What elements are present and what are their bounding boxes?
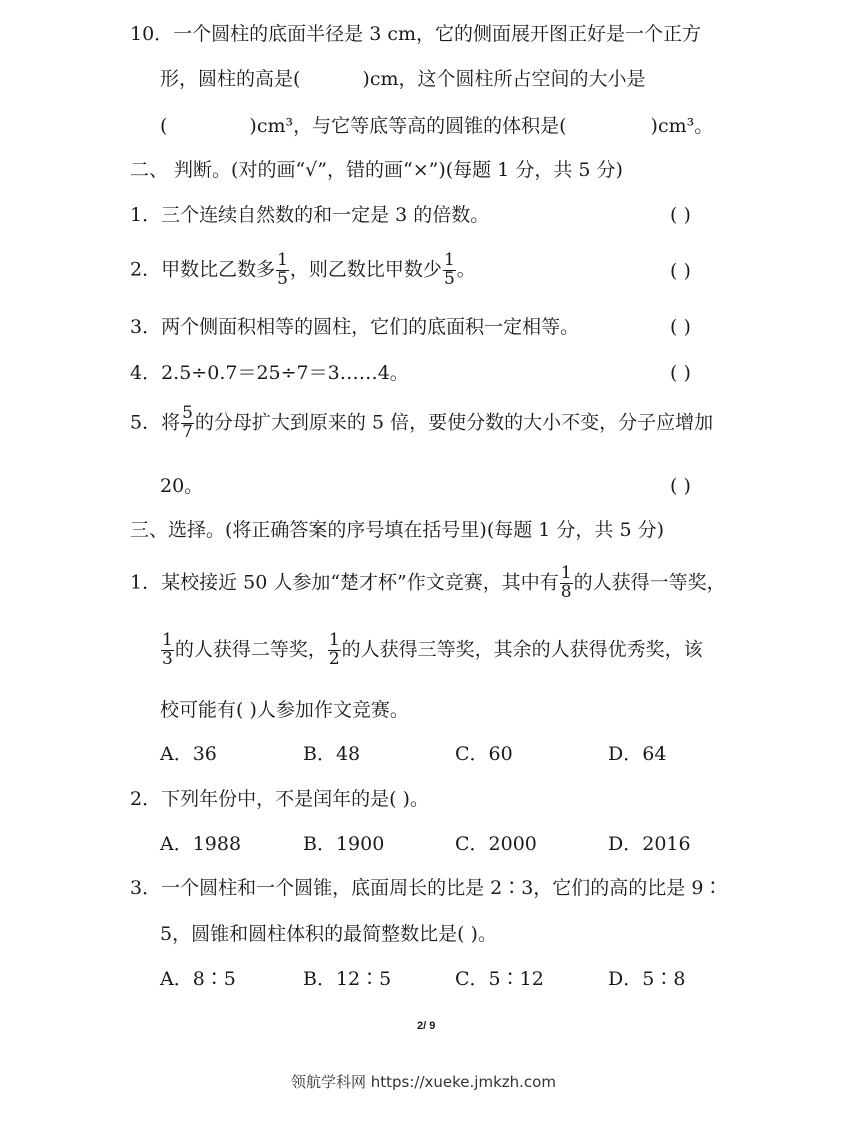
- s2-item-1: 1．三个连续自然数的和一定是 3 的倍数。: [130, 204, 490, 226]
- s3-q3-option-b[interactable]: B．12∶5: [303, 968, 392, 990]
- fraction-denominator: 7: [182, 421, 193, 442]
- q10-line3-a: (: [160, 115, 168, 137]
- s2-item-4-answer-paren[interactable]: ( ): [670, 362, 691, 384]
- s3-q3-option-c[interactable]: C．5∶12: [455, 968, 544, 990]
- fraction-1-3: [161, 632, 174, 669]
- s2-item-3: 3．两个侧面积相等的圆柱，它们的底面积一定相等。: [130, 316, 580, 338]
- s2-item-3-answer-paren[interactable]: ( ): [670, 316, 691, 338]
- fraction-1-5-a: [276, 252, 289, 289]
- s3-q1-line1: [130, 565, 726, 602]
- q10-line3: [160, 117, 713, 136]
- q10-line3-b: )cm³，与它等底等高的圆锥的体积是(: [249, 115, 567, 137]
- s3-q1-option-d[interactable]: D．64: [608, 743, 667, 765]
- s3-q1-pre: 1．某校接近 50 人参加“楚才杯”作文竞赛，其中有: [130, 571, 559, 594]
- s3-q2-text: 2．下列年份中，不是闰年的是( )。: [130, 788, 429, 810]
- s3-q2-option-c[interactable]: C．2000: [455, 833, 537, 855]
- q10-line2: [160, 70, 646, 89]
- fraction-numerator: 1: [443, 250, 455, 270]
- s2-item-5-line2: 20。: [160, 475, 204, 497]
- s3-q1-option-a[interactable]: A．36: [160, 743, 217, 765]
- s3-q3-line2: 5，圆锥和圆柱体积的最简整数比是( )。: [160, 923, 497, 945]
- s2-item-4: 4．2.5÷0.7＝25÷7＝3……4。: [130, 362, 409, 384]
- s3-q2-option-d[interactable]: D．2016: [608, 833, 691, 855]
- s2-item-5: [130, 405, 713, 442]
- s2-item-5-pre: 5．将: [130, 411, 181, 434]
- s2-item-2-mid: ，则乙数比甲数少: [289, 258, 442, 281]
- fraction-denominator: 8: [560, 581, 572, 602]
- s2-item-2-answer-paren[interactable]: ( ): [670, 260, 691, 282]
- fraction-1-2: [328, 632, 341, 669]
- q10-line2-b: )cm，这个圆柱所占空间的大小是: [362, 68, 646, 90]
- s3-q1-post: 的人获得一等奖，: [573, 571, 726, 594]
- s3-q3-option-d[interactable]: D．5∶8: [608, 968, 686, 990]
- page-number: 2/ 9: [417, 1020, 436, 1032]
- fraction-denominator: 5: [277, 268, 288, 289]
- s3-q1-option-b[interactable]: B．48: [303, 743, 361, 765]
- fraction-numerator: 1: [162, 630, 173, 650]
- footer-site-link[interactable]: 领航学科网 https://xueke.jmkzh.com: [291, 1073, 556, 1091]
- s3-q1-line2: [160, 632, 703, 669]
- s3-q1-post2: 的人获得三等奖，其余的人获得优秀奖，该: [341, 638, 703, 661]
- s2-item-2: [130, 252, 476, 289]
- s3-q3-line1: 3．一个圆柱和一个圆锥，底面周长的比是 2∶3，它们的高的比是 9∶: [130, 877, 723, 899]
- s3-q1-option-c[interactable]: C．60: [455, 743, 513, 765]
- s2-item-5-post: 的分母扩大到原来的 5 倍，要使分数的大小不变，分子应增加: [194, 411, 714, 434]
- fraction-numerator: 5: [182, 403, 193, 423]
- s2-item-2-post: 。: [456, 258, 476, 281]
- s3-q1-mid2: 的人获得二等奖，: [174, 638, 327, 661]
- s2-item-2-pre: 2．甲数比乙数多: [130, 258, 276, 281]
- s3-q3-option-a[interactable]: A．8∶5: [160, 968, 236, 990]
- fraction-denominator: 3: [162, 648, 173, 669]
- fraction-5-7: [181, 405, 194, 442]
- s2-item-5-answer-paren[interactable]: ( ): [670, 475, 691, 497]
- q10-line3-c: )cm³。: [650, 115, 714, 137]
- s2-item-1-answer-paren[interactable]: ( ): [670, 204, 691, 226]
- fraction-numerator: 1: [560, 563, 572, 583]
- s3-q2-option-a[interactable]: A．1988: [160, 833, 242, 855]
- q10-line2-a: 形，圆柱的高是(: [160, 68, 301, 90]
- fraction-denominator: 2: [328, 648, 340, 669]
- section3-heading: 三、选择。(将正确答案的序号填在括号里)(每题 1 分，共 5 分): [130, 519, 664, 541]
- s3-q1-line3: 校可能有( )人参加作文竞赛。: [160, 699, 409, 721]
- q10-line1: 10．一个圆柱的底面半径是 3 cm，它的侧面展开图正好是一个正方: [130, 23, 702, 45]
- fraction-1-5-b: [443, 252, 456, 289]
- fraction-denominator: 5: [443, 268, 455, 289]
- section2-heading: 二、 判断。(对的画“√”，错的画“×”)(每题 1 分，共 5 分): [130, 159, 623, 181]
- fraction-numerator: 1: [277, 250, 288, 270]
- fraction-1-8: [560, 565, 573, 602]
- s3-q2-option-b[interactable]: B．1900: [303, 833, 385, 855]
- fraction-numerator: 1: [328, 630, 340, 650]
